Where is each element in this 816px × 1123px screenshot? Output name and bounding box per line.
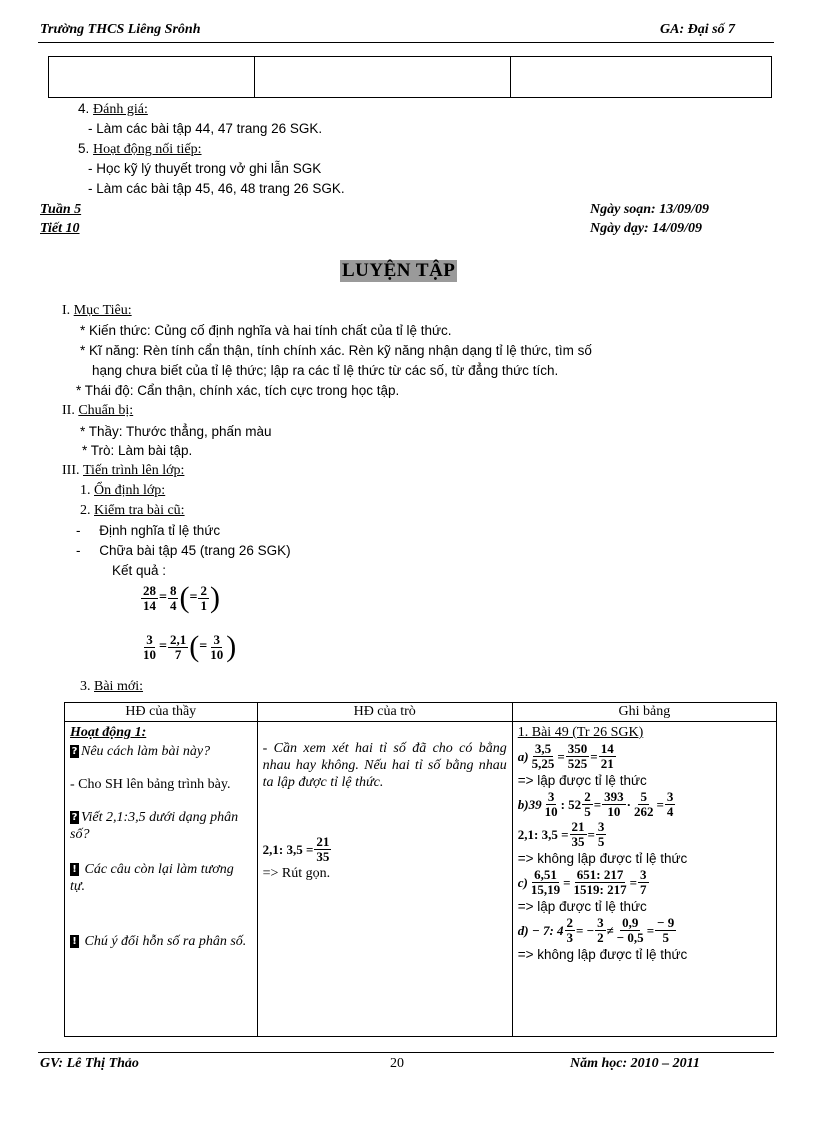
header-rule (38, 42, 774, 43)
exclamation-icon: ! (70, 935, 79, 948)
section-5-heading: 5. Hoạt động nối tiếp: (78, 141, 202, 157)
teacher-question-1: ? Nêu cách làm bài này? (71, 744, 211, 759)
section-5-item: - Làm các bài tập 45, 46, 48 trang 26 SGK. (88, 181, 345, 196)
equation-2: $\frac{3}{10}$ = $\frac{2,1}{7}$ ( = $\frac{3}{10}$ ) (143, 630, 237, 663)
step-2-item: - Chữa bài tập 45 (trang 26 SGK) (76, 543, 291, 558)
student-cell (257, 722, 512, 1037)
objectives-heading: I. Mục Tiêu: (62, 303, 132, 318)
board-part-d-result: => không lập được tỉ lệ thức (517, 947, 688, 962)
header-school: Trường THCS Liêng Srônh (40, 22, 201, 37)
process-step-2: 2. Kiểm tra bài cũ: (80, 503, 185, 518)
teach-date: Ngày dạy: 14/09/09 (590, 221, 702, 236)
board-part-c-result: => lập được tỉ lệ thức (517, 899, 647, 914)
col-header-board: Ghi bảng (512, 703, 776, 722)
page-title: LUYỆN TẬP (342, 260, 456, 281)
student-reduce: => Rút gọn. (262, 866, 331, 881)
board-part-a-result: => lập được tỉ lệ thức (517, 773, 647, 788)
question-icon: ? (71, 812, 78, 824)
col-header-student: HĐ của trò (257, 703, 512, 722)
objective-attitude: * Thái độ: Cẩn thận, chính xác, tích cực trong học tập. (76, 383, 400, 398)
question-icon: ? (71, 746, 78, 758)
board-part-c: c) $\frac{6,51}{15,19}$ = $\frac{651: 217}{1519: 217}$ = $\frac{3}{7}$ (517, 867, 647, 897)
student-answer: - Cần xem xét hai tỉ số đã cho có bằng nhau hay không. Nếu hai tỉ số bằng nhau ta lập được tỉ lệ thức. (262, 741, 507, 790)
prep-date: Ngày soạn: 13/09/09 (590, 202, 709, 217)
activity-title: Hoạt động 1: (70, 725, 147, 740)
lesson-week: Tuần 5 (40, 202, 82, 217)
col-header-teacher: HĐ của thầy (65, 703, 258, 722)
board-cell (512, 722, 776, 1037)
footer-year: Năm học: 2010 – 2011 (570, 1056, 700, 1071)
table-header-row (65, 703, 777, 722)
board-part-b-result: => không lập được tỉ lệ thức (517, 851, 688, 866)
board-part-b: b)39 $\frac{3}{10}$ : 52 $\frac{2}{5}$ = $\frac{393}{10}$ · $\frac{5}{262}$ = $\frac{3}{4}$ (517, 789, 674, 819)
preparation-heading: II. Chuẩn bị: (62, 403, 134, 418)
table-row (65, 722, 777, 1037)
section-4-item: - Làm các bài tập 44, 47 trang 26 SGK. (88, 121, 323, 136)
step-2-item: - Định nghĩa tỉ lệ thức (76, 523, 221, 538)
teacher-prompt: - Cho SH lên bảng trình bày. (70, 777, 231, 792)
student-expression: 2,1: 3,5 = $\frac{21}{35}$ (262, 834, 330, 864)
footer-teacher: GV: Lê Thị Thảo (40, 1056, 139, 1071)
header-subject: GA: Đại số 7 (660, 22, 736, 37)
exclamation-icon: ! (70, 863, 79, 876)
result-label: Kết quả : (112, 563, 167, 578)
preparation-student: * Trò: Làm bài tập. (82, 443, 193, 458)
lesson-table (64, 702, 777, 1037)
empty-table-row (48, 56, 772, 98)
process-heading: III. Tiến trình lên lớp: (62, 463, 185, 478)
board-part-b-2: 2,1: 3,5 = $\frac{21}{35}$ = $\frac{3}{5}$ (517, 819, 605, 849)
page-number: 20 (390, 1056, 404, 1071)
preparation-teacher: * Thầy: Thước thẳng, phấn màu (80, 424, 272, 439)
teacher-question-2: ? Viết 2,1:3,5 dưới dạng phân số? (70, 810, 239, 842)
board-part-a: a) $\frac{3,5}{5,25}$ = $\frac{350}{525}$ = $\frac{14}{21}$ (517, 741, 614, 771)
teacher-note-2: ! Chú ý đổi hỗn số ra phân số. (70, 933, 252, 950)
process-step-1: 1. Ổn định lớp: (80, 483, 166, 498)
objective-skill-cont: hạng chưa biết của tỉ lệ thức; lập ra các tỉ lệ thức từ các số, từ đẳng thức tích. (92, 363, 559, 378)
process-step-3: 3. Bài mới: (80, 679, 144, 694)
objective-skill: * Kĩ năng: Rèn tính cẩn thận, tính chính xác. Rèn kỹ năng nhận dạng tỉ lệ thức, tìm số (80, 343, 592, 358)
board-part-d: d) − 7: 4 $\frac{2}{3}$ = − $\frac{3}{2}$ ≠ $\frac{0,9}{- 0,5}$ = $\frac{- 9}{5}$ (517, 915, 675, 945)
section-5-item: - Học kỹ lý thuyết trong vở ghi lẫn SGK (88, 161, 322, 176)
teacher-cell (65, 722, 258, 1037)
footer-rule (38, 1052, 774, 1053)
equation-1: $\frac{28}{14}$ = $\frac{8}{4}$ ( = $\frac{2}{1}$ ) (143, 581, 220, 614)
section-4-heading: 4. Đánh giá: (78, 101, 148, 117)
objective-knowledge: * Kiến thức: Củng cố định nghĩa và hai tính chất của tỉ lệ thức. (80, 323, 452, 338)
lesson-period: Tiết 10 (40, 221, 80, 236)
exercise-title: 1. Bài 49 (Tr 26 SGK) (517, 725, 644, 740)
teacher-note-1: ! Các câu còn lại làm tương tự. (70, 862, 234, 894)
